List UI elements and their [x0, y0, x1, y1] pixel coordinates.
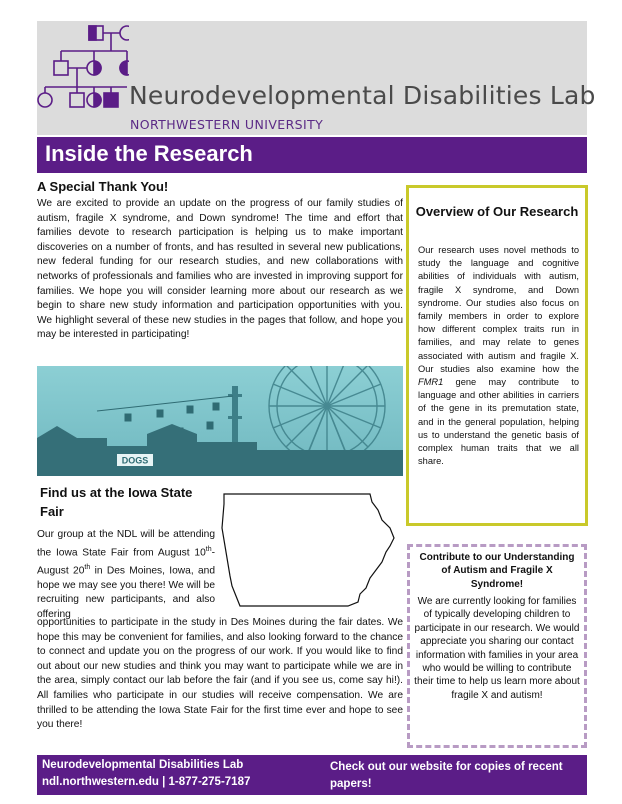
gene-name: FMR1	[418, 377, 444, 388]
overview-heading: Overview of Our Research	[415, 204, 579, 219]
thanks-heading: A Special Thank You!	[37, 179, 169, 194]
thanks-paragraph: We are excited to provide an update on the progress of our family studies of autism, fragile X syndrome, and Down syndrome! The time and effort that families devote to research participation is helping us to make important discoveries on a number of fronts, and has resulted in several new publications, new federal funding for our research studies, and new collaborations with networks of professionals and families who are invested in improving support for families. We hope you will consider learning more about our research as we begin to share new study information and participation opportunities with you. We highlight several of these new studies in the pages that follow, and hope you may be interested in participating!	[37, 198, 403, 341]
dogs-sign-text: DOGS	[121, 455, 149, 466]
iowa-map-icon	[220, 490, 400, 612]
footer-contact[interactable]: ndl.northwestern.edu | 1-877-275-7187	[42, 776, 251, 788]
page-title: Inside the Research	[45, 141, 253, 166]
university-name: NORTHWESTERN UNIVERSITY	[130, 117, 324, 132]
lab-name: Neurodevelopmental Disabilities Lab	[129, 81, 596, 110]
footer-lab-name: Neurodevelopmental Disabilities Lab	[42, 759, 244, 771]
fair-paragraph: opportunities to participate in the study in Des Moines during the fair dates. We hope this may be convenient for families, and also looking forward to the chance to connect and update you on the progress of our work. If you would like to find out about our new studies and think you may want to participate while we are in the area, simply contact our lab before the fair (and if you see us, come say hi!). All families who participate in our studies will receive compensation. We are thrilled to be attending the Iowa State Fair for the first time ever and hope to see you there!	[37, 617, 403, 731]
fair-heading: Find us at the Iowa State Fair	[40, 485, 193, 519]
header-banner	[37, 21, 596, 135]
overview-box	[406, 185, 588, 526]
contribute-paragraph: We are currently looking for families of typically developing children to participate in our research. We would appreciate you sharing our contact information with families in your area who would be willing to contribute their time to help us learn more about fragile X and autism!	[414, 596, 580, 701]
ferris-wheel-image	[37, 366, 403, 476]
contribute-box	[407, 544, 587, 748]
footer-website-note: Check out our website for copies of recent papers!	[330, 761, 563, 790]
section-banner	[37, 137, 587, 173]
overview-paragraph: Our research uses novel methods to study the language and cognitive abilities of individuals with autism, fragile X syndrome, and Down syndrome. Our studies also focus on family members in order to explore how different complex traits run in families, and may relate to genes associated with autism and fragile X. Our studies also examine how the FMR1 gene may contribute to language and other abilities in carriers of the gene in its premutation state, and in the general population, helping us to understand the genetic basis of complex human traits that we all share.	[418, 245, 579, 467]
footer-bar	[37, 755, 587, 795]
pedigree-logo-icon	[37, 21, 129, 135]
contribute-heading: Contribute to our Understanding of Autism and Fragile X Syndrome!	[419, 552, 575, 590]
state-fair-photo	[37, 366, 403, 476]
fair-paragraph-intro: Our group at the NDL will be attending the Iowa State Fair from August 10th-August 20th in Des Moines, Iowa, and hope we may see you there! We will be recruiting new participants, and also offering	[37, 529, 215, 620]
